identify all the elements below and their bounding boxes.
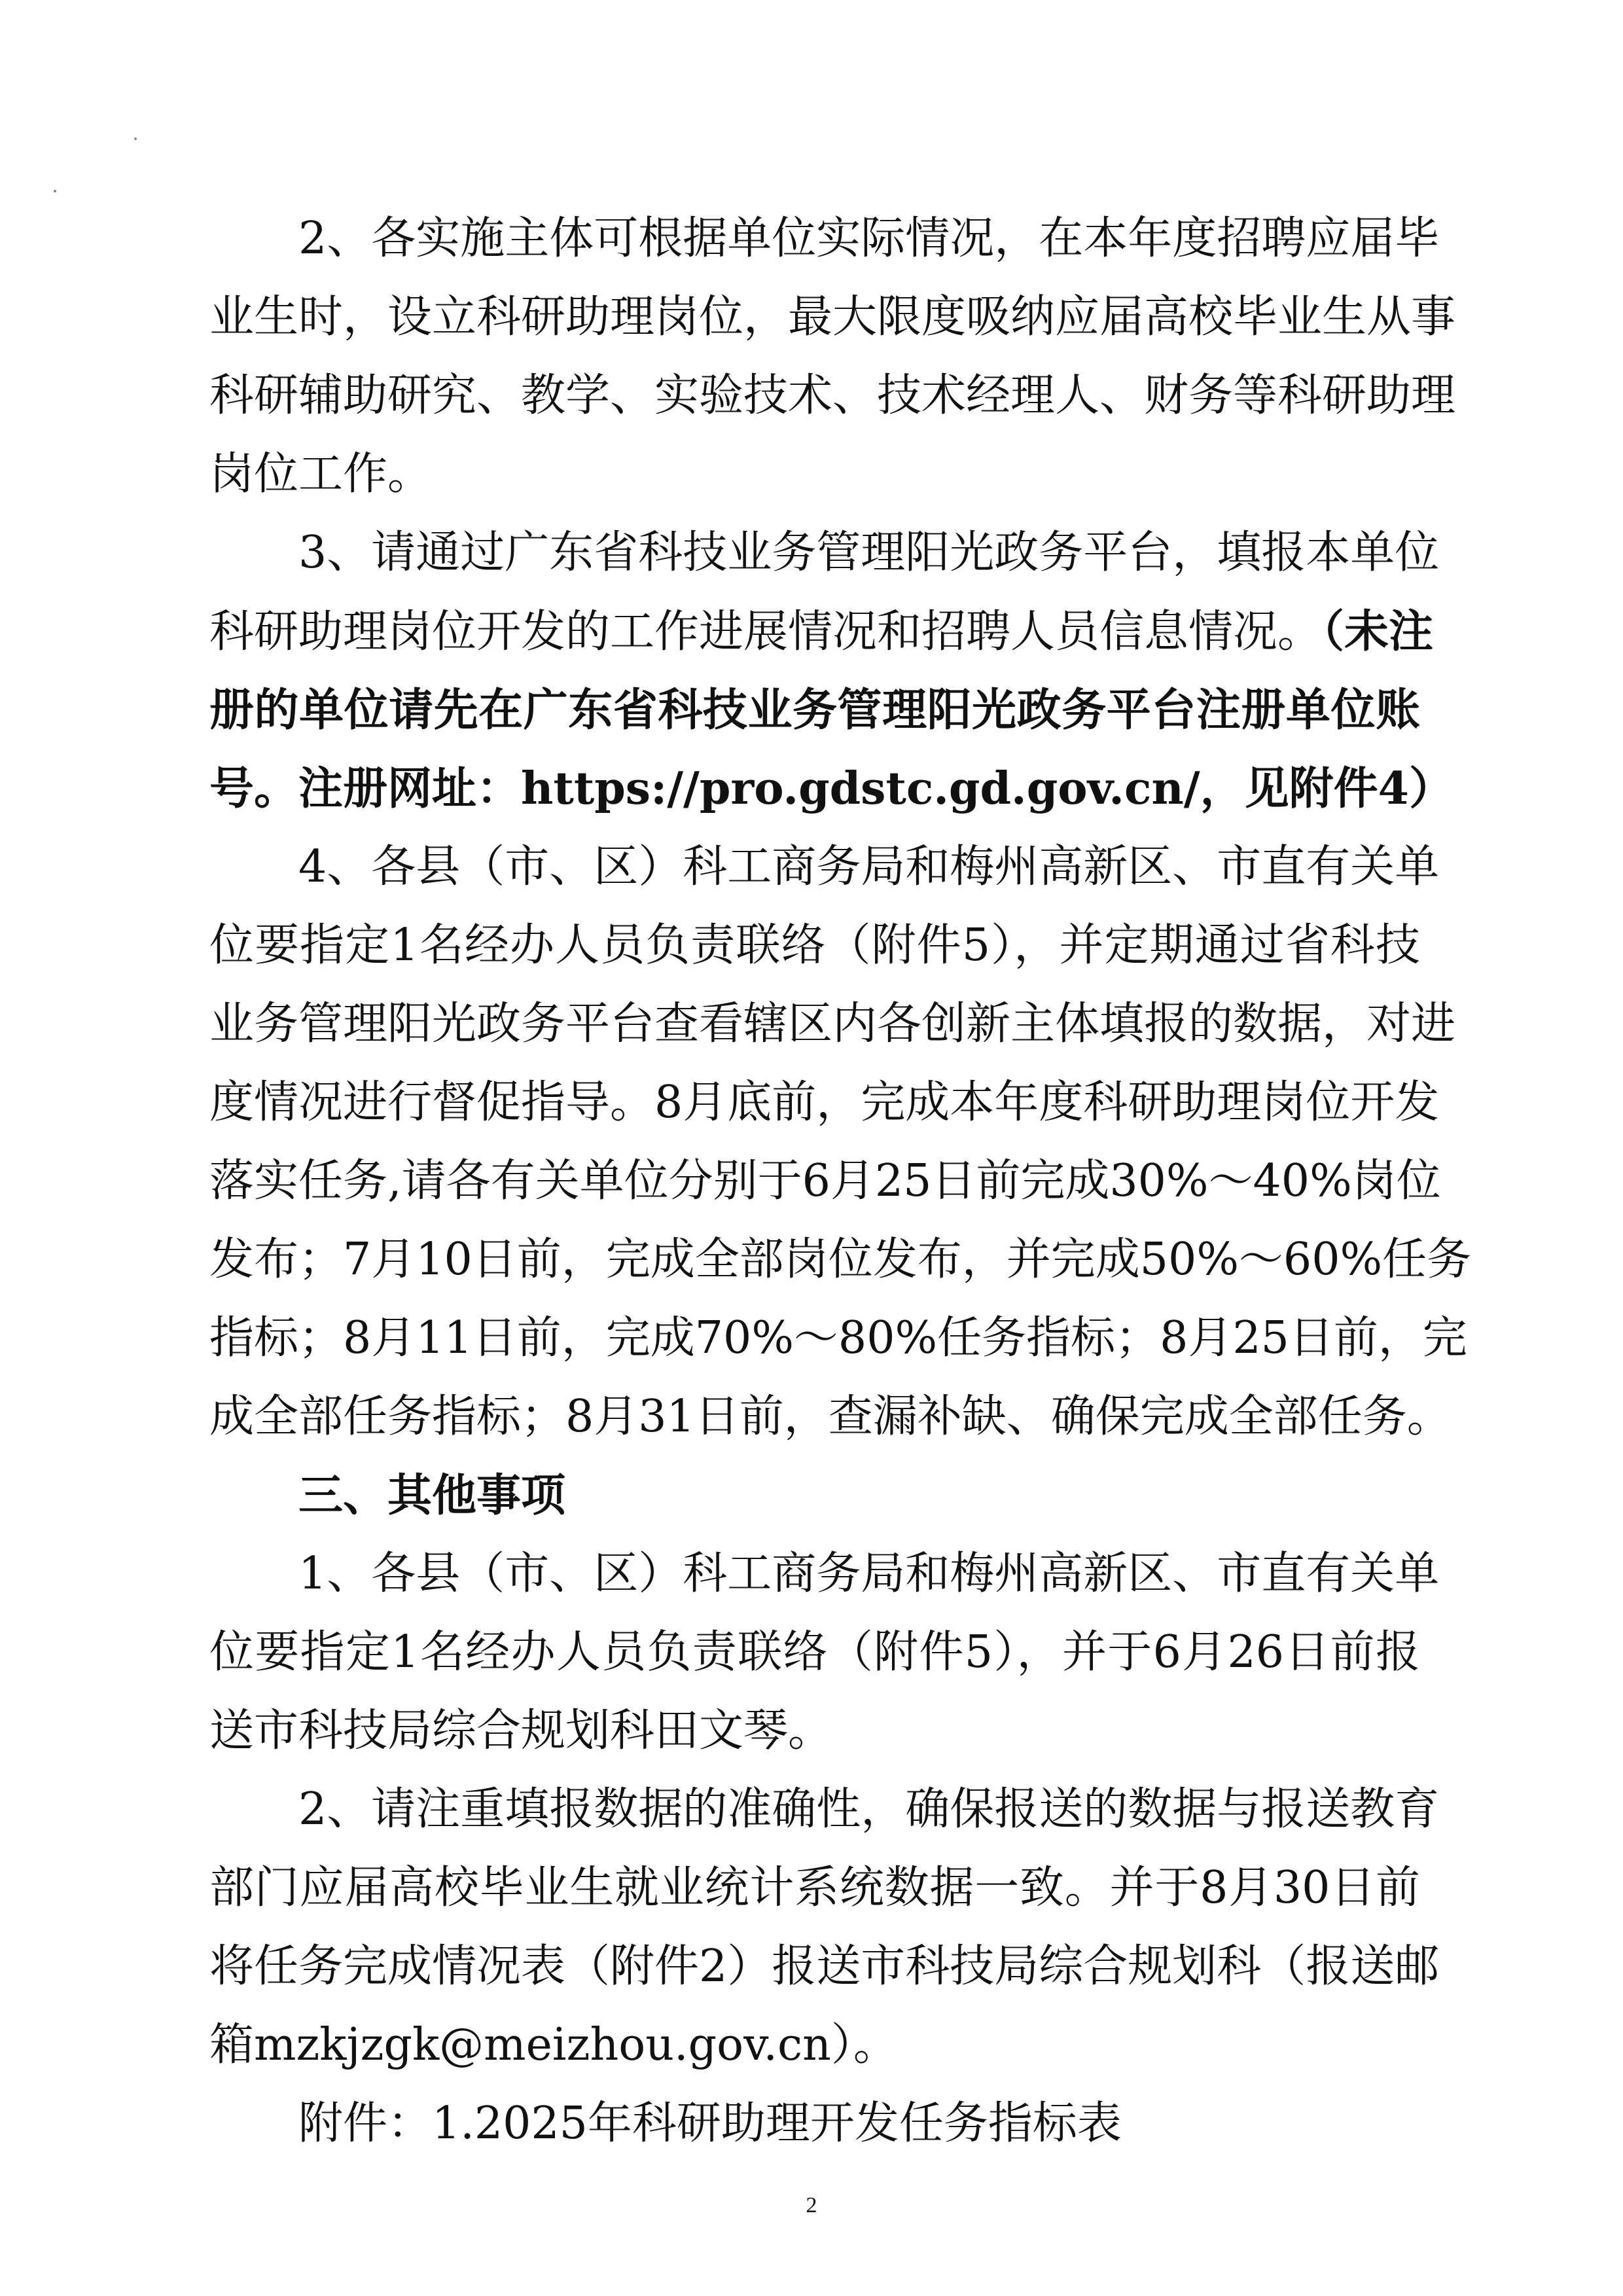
paragraph-line: 3、请通过广东省科技业务管理阳光政务平台，填报本单位 bbox=[209, 527, 1440, 579]
paragraph-line: 指标；8月11日前，完成70%～80%任务指标；8月25日前，完 bbox=[209, 1312, 1467, 1364]
paragraph-line: 度情况进行督促指导。8月底前，完成本年度科研助理岗位开发 bbox=[209, 1077, 1440, 1128]
attachment-line: 附件：1.2025年科研助理开发任务指标表 bbox=[209, 2098, 1122, 2149]
page-number: 2 bbox=[806, 2193, 817, 2217]
scan-speck bbox=[134, 137, 137, 140]
paragraph-line: 位要指定1名经办人员负责联络（附件5），并于6月26日前报 bbox=[209, 1626, 1420, 1678]
paragraph-line: 岗位工作。 bbox=[209, 448, 433, 500]
paragraph-line: 科研辅助研究、教学、实验技术、技术经理人、财务等科研助理 bbox=[209, 370, 1456, 422]
section-heading: 三、其他事项 bbox=[209, 1469, 566, 1522]
scan-speck bbox=[54, 190, 56, 192]
paragraph-line: 2、请注重填报数据的准确性，确保报送的数据与报送教育 bbox=[209, 1784, 1440, 1835]
paragraph-line: 1、各县（市、区）科工商务局和梅州高新区、市直有关单 bbox=[209, 1548, 1440, 1600]
paragraph-line-bold: 号。注册网址：https://pro.gdstc.gd.gov.cn/，见附件4） bbox=[209, 762, 1454, 815]
paragraph-line: 部门应届高校毕业生就业统计系统数据一致。并于8月30日前 bbox=[209, 1862, 1420, 1914]
paragraph-line: 将任务完成情况表（附件2）报送市科技局综合规划科（报送邮 bbox=[209, 1941, 1440, 1992]
paragraph-text-bold: （未注 bbox=[1322, 605, 1434, 658]
paragraph-text-normal: 科研助理岗位开发的工作进展情况和招聘人员信息情况。 bbox=[209, 606, 1323, 658]
paragraph-line: 送市科技局综合规划科田文琴。 bbox=[209, 1705, 833, 1757]
paragraph-line: 位要指定1名经办人员负责联络（附件5），并定期通过省科技 bbox=[209, 920, 1420, 971]
paragraph-line: 箱mzkjzgk@meizhou.gov.cn）。 bbox=[209, 2019, 898, 2071]
paragraph-line: 业生时，设立科研助理岗位，最大限度吸纳应届高校毕业生从事 bbox=[209, 291, 1456, 343]
paragraph-line: 发布；7月10日前，完成全部岗位发布，并完成50%～60%任务 bbox=[209, 1234, 1472, 1285]
paragraph-line: 成全部任务指标；8月31日前，查漏补缺、确保完成全部任务。 bbox=[209, 1391, 1452, 1443]
paragraph-line: 4、各县（市、区）科工商务局和梅州高新区、市直有关单 bbox=[209, 841, 1440, 893]
paragraph-line bbox=[209, 592, 1434, 671]
paragraph-line: 落实任务,请各有关单位分别于6月25日前完成30%～40%岗位 bbox=[209, 1155, 1441, 1207]
paragraph-line-bold: 册的单位请先在广东省科技业务管理阳光政务平台注册单位账 bbox=[209, 684, 1420, 736]
paragraph-text bbox=[209, 606, 1433, 658]
paragraph-line: 业务管理阳光政务平台查看辖区内各创新主体填报的数据，对进 bbox=[209, 998, 1456, 1050]
paragraph-line: 2、各实施主体可根据单位实际情况，在本年度招聘应届毕 bbox=[209, 213, 1440, 264]
